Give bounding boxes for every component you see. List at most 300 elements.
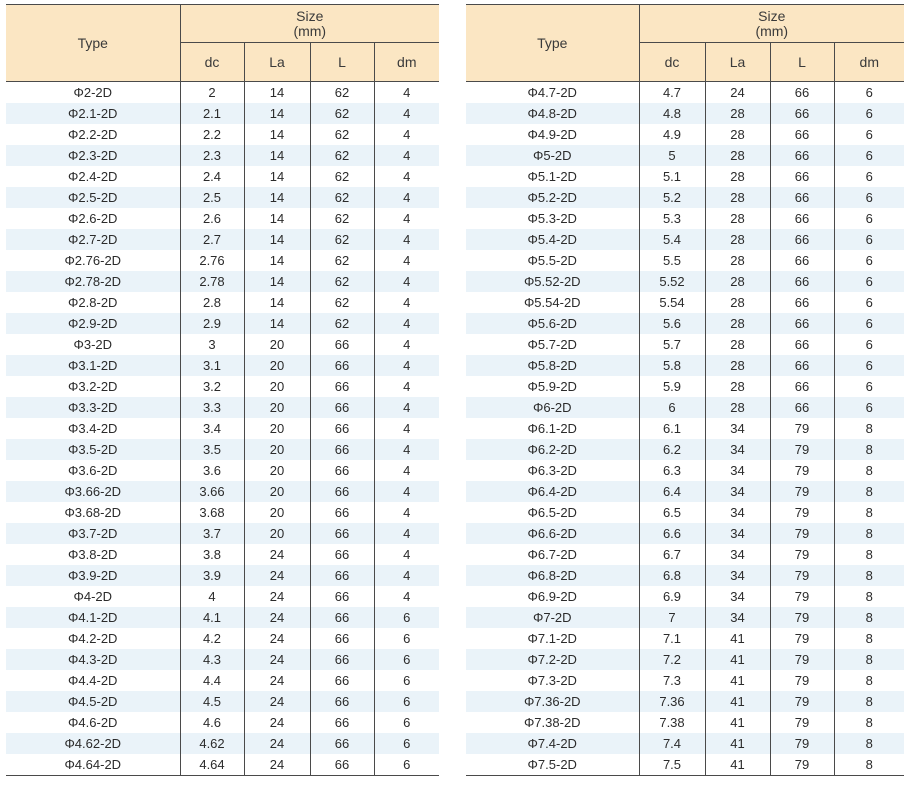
cell-dc: 5.7 [639, 334, 705, 355]
cell-la: 20 [244, 355, 310, 376]
cell-dm: 4 [374, 586, 439, 607]
cell-dm: 6 [374, 733, 439, 754]
cell-la: 14 [244, 187, 310, 208]
cell-dc: 7.38 [639, 712, 705, 733]
cell-la: 34 [705, 565, 770, 586]
cell-type: Φ6.5-2D [527, 505, 577, 520]
cell-dm: 6 [374, 607, 439, 628]
table-row [466, 355, 904, 376]
cell-l: 66 [310, 397, 374, 418]
cell-dm: 6 [834, 313, 904, 334]
table-row [466, 166, 904, 187]
cell-type: Φ2.7-2D [6, 229, 180, 250]
cell-dm: 4 [374, 376, 439, 397]
cell-dc: 4.3 [180, 649, 244, 670]
cell-dc: 7.4 [639, 733, 705, 754]
table-row [466, 292, 904, 313]
cell-la: 24 [244, 628, 310, 649]
col-header-dm: dm [374, 43, 439, 82]
cell-type: Φ4.64-2D [6, 754, 180, 776]
cell-la: 24 [244, 649, 310, 670]
cell-la: 41 [705, 649, 770, 670]
cell-dm: 4 [374, 355, 439, 376]
cell-type: Φ4-2D [73, 589, 113, 604]
cell-dm: 4 [374, 229, 439, 250]
table-row [6, 103, 439, 124]
cell-type: Φ4.62-2D [6, 733, 180, 754]
cell-la: 24 [705, 82, 770, 104]
cell-type: Φ4.9-2D [527, 127, 577, 142]
cell-dc: 7.36 [639, 691, 705, 712]
table-body-left [6, 82, 439, 776]
cell-dc: 3.68 [180, 502, 244, 523]
cell-dc: 5.6 [639, 313, 705, 334]
cell-dm: 8 [834, 607, 904, 628]
cell-dm: 4 [374, 334, 439, 355]
cell-type: Φ6.9-2D [527, 589, 577, 604]
cell-dc: 7.2 [639, 649, 705, 670]
cell-la: 24 [244, 712, 310, 733]
cell-la: 28 [705, 124, 770, 145]
cell-dm: 4 [374, 481, 439, 502]
cell-dm: 6 [834, 103, 904, 124]
cell-dm: 6 [374, 670, 439, 691]
cell-type: Φ6.4-2D [466, 481, 639, 502]
cell-dm: 4 [374, 103, 439, 124]
cell-dc: 2.76 [180, 250, 244, 271]
cell-la: 34 [705, 544, 770, 565]
size-header [180, 5, 439, 43]
cell-type: Φ3.8-2D [68, 547, 118, 562]
cell-la: 24 [244, 544, 310, 565]
cell-la: 41 [705, 754, 770, 776]
cell-type: Φ3.7-2D [6, 523, 180, 544]
cell-dc: 3.9 [180, 565, 244, 586]
cell-type: Φ3.68-2D [64, 505, 122, 520]
cell-l: 62 [310, 187, 374, 208]
cell-la: 28 [705, 145, 770, 166]
cell-dm: 6 [834, 208, 904, 229]
cell-l: 79 [770, 607, 834, 628]
cell-dm: 4 [374, 313, 439, 334]
cell-la: 24 [244, 586, 310, 607]
cell-type: Φ5.3-2D [527, 211, 577, 226]
cell-type: Φ4.3-2D [6, 649, 180, 670]
cell-dc: 7 [639, 607, 705, 628]
cell-la: 28 [705, 208, 770, 229]
cell-la: 14 [244, 103, 310, 124]
cell-dm: 6 [834, 82, 904, 104]
cell-l: 62 [310, 82, 374, 104]
cell-la: 41 [705, 628, 770, 649]
cell-dc: 3.6 [180, 460, 244, 481]
cell-la: 14 [244, 250, 310, 271]
cell-la: 20 [244, 334, 310, 355]
cell-la: 28 [705, 229, 770, 250]
cell-type: Φ2.3-2D [6, 145, 180, 166]
table-row [466, 565, 904, 586]
table-row [466, 397, 904, 418]
cell-l: 66 [770, 313, 834, 334]
cell-type: Φ2.5-2D [6, 187, 180, 208]
cell-type: Φ3-2D [73, 337, 113, 352]
cell-dm: 6 [834, 376, 904, 397]
cell-dm: 6 [834, 271, 904, 292]
cell-dm: 4 [374, 565, 439, 586]
cell-dc: 5.54 [639, 292, 705, 313]
cell-type: Φ5.7-2D [527, 337, 577, 352]
spec-table-right [466, 4, 904, 776]
cell-type: Φ5.8-2D [466, 355, 639, 376]
cell-type: Φ4.2-2D [68, 631, 118, 646]
cell-l: 79 [770, 544, 834, 565]
cell-l: 79 [770, 691, 834, 712]
cell-dm: 4 [374, 523, 439, 544]
cell-dc: 2.6 [180, 208, 244, 229]
table-row [466, 712, 904, 733]
table-row [6, 439, 439, 460]
cell-l: 62 [310, 103, 374, 124]
cell-type: Φ3.1-2D [6, 355, 180, 376]
cell-type: Φ2.76-2D [64, 253, 122, 268]
cell-l: 79 [770, 649, 834, 670]
cell-dm: 4 [374, 250, 439, 271]
cell-dc: 5 [639, 145, 705, 166]
cell-type: Φ5.5-2D [527, 253, 577, 268]
cell-dc: 2.5 [180, 187, 244, 208]
table-row [6, 628, 439, 649]
cell-type: Φ3.2-2D [68, 379, 118, 394]
cell-dc: 2.8 [180, 292, 244, 313]
table-row [6, 208, 439, 229]
cell-l: 66 [310, 544, 374, 565]
table-row [6, 460, 439, 481]
cell-l: 66 [770, 103, 834, 124]
cell-dm: 6 [374, 628, 439, 649]
cell-dm: 8 [834, 733, 904, 754]
col-header-l: L [770, 43, 834, 82]
cell-dc: 7.1 [639, 628, 705, 649]
cell-dm: 8 [834, 460, 904, 481]
cell-dc: 5.1 [639, 166, 705, 187]
table-row [6, 376, 439, 397]
size-unit: (mm) [755, 22, 789, 39]
cell-l: 66 [770, 229, 834, 250]
cell-la: 20 [244, 397, 310, 418]
cell-type: Φ4.6-2D [68, 715, 118, 730]
cell-la: 34 [705, 460, 770, 481]
table-row [6, 523, 439, 544]
type-header: Type [6, 5, 180, 82]
table-row [466, 649, 904, 670]
cell-dm: 4 [374, 502, 439, 523]
cell-la: 20 [244, 481, 310, 502]
cell-l: 66 [770, 124, 834, 145]
cell-dc: 4 [180, 586, 244, 607]
cell-la: 14 [244, 229, 310, 250]
cell-dm: 6 [834, 334, 904, 355]
table-row [6, 565, 439, 586]
cell-dc: 4.1 [180, 607, 244, 628]
cell-l: 66 [770, 208, 834, 229]
cell-la: 14 [244, 145, 310, 166]
cell-l: 79 [770, 733, 834, 754]
cell-l: 66 [310, 649, 374, 670]
size-label: Size [296, 7, 324, 24]
table-row [6, 733, 439, 754]
cell-l: 66 [310, 586, 374, 607]
cell-type: Φ6.3-2D [527, 463, 577, 478]
cell-la: 20 [244, 523, 310, 544]
cell-l: 66 [770, 187, 834, 208]
cell-dc: 2.78 [180, 271, 244, 292]
cell-la: 28 [705, 292, 770, 313]
cell-dc: 3 [180, 334, 244, 355]
cell-dm: 4 [374, 166, 439, 187]
cell-l: 66 [310, 418, 374, 439]
cell-l: 79 [770, 481, 834, 502]
cell-dc: 2.3 [180, 145, 244, 166]
cell-l: 66 [770, 250, 834, 271]
cell-l: 66 [310, 439, 374, 460]
cell-la: 34 [705, 439, 770, 460]
cell-dm: 8 [834, 712, 904, 733]
cell-type: Φ2.1-2D [6, 103, 180, 124]
cell-l: 62 [310, 292, 374, 313]
cell-dm: 8 [834, 523, 904, 544]
cell-dm: 4 [374, 460, 439, 481]
cell-type: Φ7-2D [466, 607, 639, 628]
table-row [466, 418, 904, 439]
cell-la: 28 [705, 355, 770, 376]
cell-l: 62 [310, 250, 374, 271]
cell-dm: 4 [374, 145, 439, 166]
table-row [466, 145, 904, 166]
cell-type: Φ5.1-2D [527, 169, 577, 184]
cell-dm: 8 [834, 565, 904, 586]
cell-l: 66 [310, 628, 374, 649]
cell-dm: 4 [374, 439, 439, 460]
cell-dc: 6.8 [639, 565, 705, 586]
cell-l: 66 [770, 334, 834, 355]
cell-type: Φ6.8-2D [466, 565, 639, 586]
cell-dm: 4 [374, 397, 439, 418]
col-header-dm: dm [834, 43, 904, 82]
cell-l: 79 [770, 523, 834, 544]
table-row [466, 124, 904, 145]
cell-l: 66 [310, 376, 374, 397]
cell-la: 28 [705, 103, 770, 124]
table-row [466, 628, 904, 649]
cell-l: 62 [310, 145, 374, 166]
cell-l: 79 [770, 565, 834, 586]
table-row [6, 586, 439, 607]
size-header [639, 5, 904, 43]
cell-dc: 5.3 [639, 208, 705, 229]
table-row [6, 292, 439, 313]
cell-l: 62 [310, 124, 374, 145]
table-row [466, 586, 904, 607]
cell-l: 66 [310, 502, 374, 523]
col-header-l: L [310, 43, 374, 82]
cell-dm: 6 [374, 754, 439, 776]
cell-la: 34 [705, 523, 770, 544]
cell-la: 34 [705, 607, 770, 628]
cell-type: Φ5.2-2D [466, 187, 639, 208]
cell-la: 24 [244, 733, 310, 754]
cell-type: Φ2-2D [73, 85, 113, 100]
table-row [466, 733, 904, 754]
table-row [466, 481, 904, 502]
cell-dm: 4 [374, 292, 439, 313]
cell-dc: 4.5 [180, 691, 244, 712]
spec-table-left [6, 4, 439, 776]
cell-l: 66 [310, 523, 374, 544]
cell-l: 66 [770, 292, 834, 313]
table-row [6, 502, 439, 523]
table-row [466, 691, 904, 712]
cell-dc: 6.9 [639, 586, 705, 607]
cell-l: 62 [310, 166, 374, 187]
cell-dm: 8 [834, 649, 904, 670]
table-row [6, 397, 439, 418]
cell-type: Φ3.6-2D [68, 463, 118, 478]
cell-dm: 4 [374, 208, 439, 229]
table-row [6, 145, 439, 166]
cell-type: Φ5.6-2D [466, 313, 639, 334]
cell-l: 66 [770, 397, 834, 418]
cell-dc: 6.7 [639, 544, 705, 565]
cell-la: 24 [244, 754, 310, 776]
cell-l: 66 [310, 733, 374, 754]
cell-l: 79 [770, 712, 834, 733]
cell-l: 66 [310, 481, 374, 502]
cell-dc: 6.1 [639, 418, 705, 439]
cell-la: 14 [244, 82, 310, 104]
cell-la: 28 [705, 166, 770, 187]
table-row [6, 670, 439, 691]
table-row [6, 481, 439, 502]
cell-dc: 4.62 [180, 733, 244, 754]
cell-la: 14 [244, 124, 310, 145]
table-row [6, 544, 439, 565]
table-row [6, 334, 439, 355]
table-row [6, 166, 439, 187]
cell-la: 41 [705, 712, 770, 733]
cell-la: 14 [244, 271, 310, 292]
cell-l: 66 [310, 691, 374, 712]
cell-la: 14 [244, 292, 310, 313]
cell-dc: 5.9 [639, 376, 705, 397]
cell-dc: 4.9 [639, 124, 705, 145]
cell-dc: 2.9 [180, 313, 244, 334]
cell-la: 28 [705, 334, 770, 355]
col-header-dc: dc [639, 43, 705, 82]
cell-dc: 2.2 [180, 124, 244, 145]
cell-type: Φ6-2D [466, 397, 639, 418]
cell-type: Φ7.4-2D [466, 733, 639, 754]
cell-dm: 8 [834, 418, 904, 439]
cell-dm: 4 [374, 418, 439, 439]
cell-l: 62 [310, 313, 374, 334]
cell-la: 28 [705, 250, 770, 271]
cell-l: 79 [770, 418, 834, 439]
cell-la: 20 [244, 418, 310, 439]
cell-dc: 3.66 [180, 481, 244, 502]
table-row [466, 208, 904, 229]
table-row [466, 523, 904, 544]
table-body-right [466, 82, 904, 776]
table-row [6, 187, 439, 208]
cell-l: 66 [770, 355, 834, 376]
cell-l: 66 [310, 607, 374, 628]
cell-dm: 8 [834, 691, 904, 712]
cell-l: 66 [770, 145, 834, 166]
cell-dm: 6 [834, 292, 904, 313]
cell-dm: 6 [834, 124, 904, 145]
cell-la: 28 [705, 313, 770, 334]
cell-l: 66 [770, 82, 834, 104]
cell-dm: 4 [374, 82, 439, 104]
cell-dm: 8 [834, 586, 904, 607]
cell-dc: 6.2 [639, 439, 705, 460]
table-row [466, 229, 904, 250]
cell-type: Φ5.4-2D [466, 229, 639, 250]
cell-la: 20 [244, 439, 310, 460]
cell-dm: 8 [834, 670, 904, 691]
cell-type: Φ2.4-2D [68, 169, 118, 184]
table-row [466, 544, 904, 565]
cell-dc: 3.2 [180, 376, 244, 397]
cell-type: Φ6.6-2D [466, 523, 639, 544]
cell-la: 20 [244, 502, 310, 523]
cell-type: Φ5-2D [466, 145, 639, 166]
size-label: Size [758, 7, 786, 24]
table-row [6, 691, 439, 712]
cell-l: 66 [310, 565, 374, 586]
cell-dc: 2.7 [180, 229, 244, 250]
cell-dc: 5.5 [639, 250, 705, 271]
cell-l: 66 [310, 355, 374, 376]
cell-type: Φ3.4-2D [68, 421, 118, 436]
cell-dm: 6 [834, 166, 904, 187]
cell-la: 20 [244, 376, 310, 397]
table-row [6, 754, 439, 776]
cell-dc: 5.52 [639, 271, 705, 292]
table-row [6, 124, 439, 145]
table-row [6, 82, 439, 104]
cell-l: 62 [310, 208, 374, 229]
table-row [466, 103, 904, 124]
cell-la: 28 [705, 271, 770, 292]
cell-l: 66 [770, 376, 834, 397]
table-row [6, 649, 439, 670]
cell-type: Φ7.38-2D [523, 715, 581, 730]
cell-type: Φ7.1-2D [527, 631, 577, 646]
table-row [466, 313, 904, 334]
cell-dc: 3.4 [180, 418, 244, 439]
cell-type: Φ3.9-2D [6, 565, 180, 586]
table-row [466, 82, 904, 104]
cell-l: 79 [770, 586, 834, 607]
cell-type: Φ7.2-2D [466, 649, 639, 670]
cell-type: Φ6.2-2D [466, 439, 639, 460]
table-row [6, 355, 439, 376]
cell-type: Φ6.7-2D [527, 547, 577, 562]
cell-type: Φ2.8-2D [68, 295, 118, 310]
cell-dc: 5.8 [639, 355, 705, 376]
cell-dc: 3.7 [180, 523, 244, 544]
